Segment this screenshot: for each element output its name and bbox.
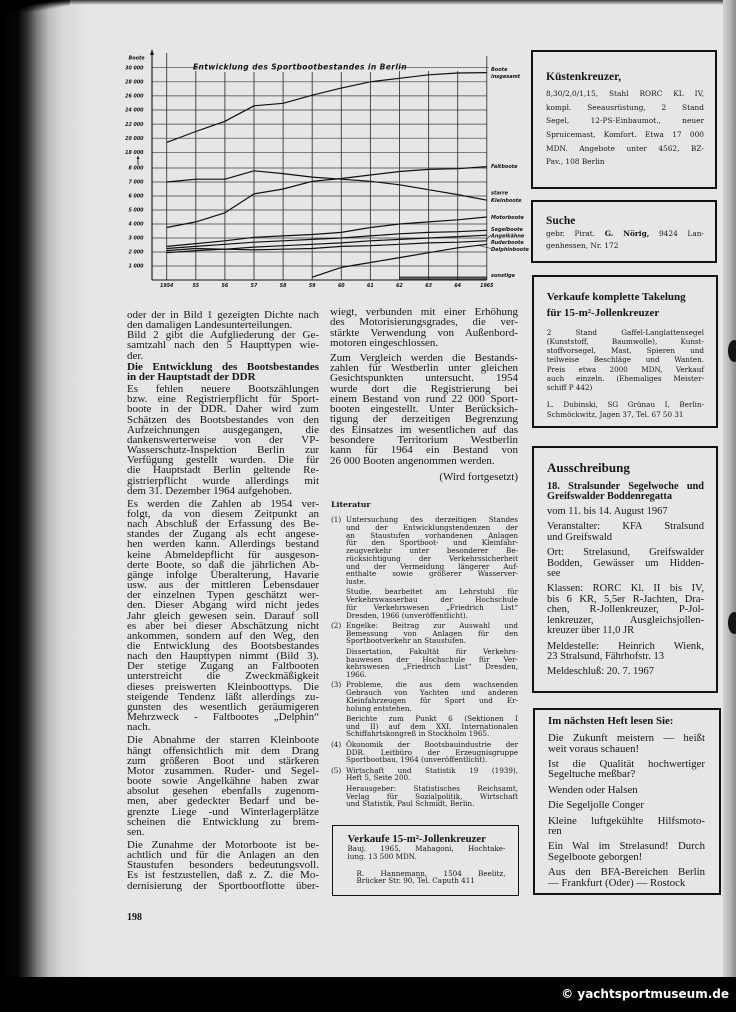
- text-line: Brücker Str. 90, Tel. Caputh 411: [356, 876, 475, 886]
- page-number: 198: [127, 912, 142, 923]
- x-tick-label: 1965: [480, 284, 494, 290]
- text-line: lung. 13 500 MDN.: [347, 852, 417, 862]
- text-line: Kleinfahrzeugen für Sport und Er-: [346, 695, 518, 705]
- paragraph: [127, 330, 319, 360]
- text-line: der einzelnen Typen geschätzt wer-: [127, 589, 319, 602]
- text-line: Kleine luftgekühlte Hilfsmoto-: [548, 814, 705, 827]
- text-line: kann für 1964 ein Bestand von: [330, 444, 518, 457]
- text-line: bauwesen der Hochschule für Ver-: [346, 654, 518, 664]
- text-line: für den Sportboot- und Kleinfahr-: [346, 538, 518, 548]
- classified-ad-kuestenkreuzer: [531, 50, 717, 189]
- text-line: men, aber gedeckter Bedarf und be-: [127, 795, 319, 808]
- text-line: motoren eingeschlossen.: [330, 336, 439, 349]
- series-label: insgesamt: [491, 74, 521, 81]
- next-issue-title: Im nächsten Heft lesen Sie:: [548, 715, 674, 727]
- footer-band: [0, 977, 736, 1012]
- text-line: Die Zukunft meistern — heißt: [548, 732, 705, 745]
- x-tick-label: 55: [192, 284, 200, 290]
- text-line: weit voraus schauen!: [548, 742, 640, 755]
- text-line: Segelboote geborgen!: [548, 850, 643, 863]
- text-line: dieses preiswerten Kleinboottyps. Die: [127, 680, 319, 693]
- paragraph: [127, 735, 319, 837]
- y-tick-label: 28 000: [125, 80, 144, 86]
- text-line: Die Segeljolle Conger: [548, 799, 644, 812]
- text-line: die Entwicklung des Bootsbestandes: [127, 640, 319, 652]
- event-name: [547, 482, 704, 502]
- text-line: und II) auf dem XXI. Internationalen: [346, 721, 518, 731]
- text-line: achtlich und für die Anlagen an den: [127, 849, 319, 862]
- entry-publication: [346, 648, 518, 679]
- series-label: sonstige: [491, 272, 516, 279]
- next-issue-topic: [548, 733, 705, 754]
- text-line: Sportbootverkehr an Staustufen.: [346, 636, 466, 646]
- y-axis-label: Boote: [128, 55, 145, 62]
- text-line: gistrierpflicht wurde allerdings mit: [127, 474, 319, 487]
- entry-text: [346, 681, 518, 738]
- text-line: Veranstalter: KFA Stralsund: [547, 521, 704, 533]
- text-line: Bauj. 1965, Mahagoni, Hochtake-: [347, 844, 506, 853]
- text-line: in der Hauptstadt der DDR: [127, 371, 256, 384]
- y-tick-label: 2 000: [128, 250, 144, 256]
- text-line: Berichte zum Punkt 6 (Sektionen I: [346, 713, 518, 723]
- x-tick-label: 64: [454, 284, 462, 290]
- ad-body: [547, 328, 704, 393]
- series-label: Delphinboote: [491, 246, 529, 253]
- y-axis-arrow-icon: [150, 49, 154, 55]
- classified-ad-jollenkreuzer: [332, 825, 519, 896]
- text-line: gunsten des wesentlich geräumigeren: [127, 700, 319, 713]
- text-line: Es fehlen neuere Bootszählungen: [127, 383, 319, 396]
- text-line: Meldeschluß: 20. 7. 1967: [547, 666, 655, 678]
- next-issue-topic: [548, 841, 705, 862]
- axis-break-arrow-icon: [137, 156, 140, 159]
- announcement-paragraph: [547, 548, 704, 580]
- ad-title: Suche: [546, 214, 576, 227]
- y-tick-label: 5 000: [128, 208, 144, 214]
- next-issue-topics: [548, 733, 705, 888]
- text-line: Studie, bearbeitet am Lehrstuhl für: [346, 587, 518, 597]
- text-line: booten eingestellt. Unter Berücksich-: [330, 403, 518, 416]
- text-line: chen, R-Jollenkreuzer, P-Jol-: [547, 604, 704, 616]
- text-line: wurde dort die Registrierung bei: [330, 382, 518, 395]
- paragraph: [330, 353, 518, 466]
- bold-text: G. Nörig,: [604, 228, 650, 238]
- paragraph: [330, 307, 518, 348]
- text-line: Verlag für Sozialpolitik, Wirtschaft: [346, 791, 518, 801]
- text-line: 8,30/2,0/1,15, Stahl RORC KL IV,: [546, 88, 704, 98]
- ad-contact: [547, 400, 704, 420]
- text-line: kehrswesen „Friedrich List“ Dresden,: [346, 662, 518, 672]
- text-line: — Frankfurt (Oder) — Rostock: [548, 876, 686, 889]
- entry-text: [346, 516, 518, 619]
- text-line: MDN. Angebote unter 4562, BZ-: [546, 143, 704, 153]
- paragraph: [127, 384, 319, 496]
- announcement-details: [547, 507, 704, 678]
- text-line: unterstreicht die Zweckmäßigkeit: [127, 670, 319, 683]
- text-line: Verkaufe komplette Takelung: [546, 291, 686, 304]
- text-line: lenkreuzer, Ausgleichsjollen-: [547, 614, 704, 626]
- text-line: Die Zunahme der Motorboote ist be-: [127, 838, 319, 851]
- entry-number: (5): [331, 765, 342, 775]
- announcement-paragraph: [547, 667, 704, 678]
- text-line: Ökonomik der Bootsbauindustrie der: [346, 739, 518, 749]
- y-tick-label: 30 000: [125, 66, 144, 72]
- ad-body: [348, 845, 506, 862]
- entry-text: [346, 622, 518, 679]
- text-line: rücksichtigung der Verkehrssicherheit: [346, 553, 518, 563]
- entry-number: (1): [331, 515, 342, 524]
- ad-body: [546, 228, 704, 252]
- text-line: nach.: [127, 721, 151, 734]
- text-line: Ort: Strelasund, Greifswalder: [547, 547, 704, 559]
- text-line: zum größeren Boot und stärkeren: [127, 754, 319, 767]
- text-line: Es ist festzustellen, daß z. Z. die Mo-: [127, 869, 319, 882]
- text-line: kompl. Seeausrüstung, 2 Stand: [546, 102, 704, 112]
- x-tick-label: 1954: [160, 284, 174, 290]
- entry-text: [346, 741, 518, 764]
- text-line: keine Abmeldepflicht für ausgeson-: [127, 548, 319, 561]
- chart-title: Entwicklung des Sportbootbestandes in Berlin: [193, 62, 407, 72]
- entry-text: [346, 767, 518, 808]
- text-line: boote in der DDR. Daher wird zum: [127, 403, 319, 416]
- text-line: auch einzeln. (Ehemaliges Meister-: [546, 373, 704, 383]
- text-line: Gebrauch von Yachten und anderen: [346, 688, 518, 698]
- text-line: ren: [548, 824, 562, 837]
- text-line: hängt offensichtlich mit dem Drang: [127, 744, 319, 757]
- y-tick-label: 6 000: [128, 194, 144, 200]
- text-line: standes der Zugang als echt angese-: [127, 528, 319, 541]
- text-line: R. Hannemann, 1504 Beelitz,: [356, 868, 506, 878]
- text-line: dernisierung der Sportbootflotte über-: [127, 879, 319, 892]
- text-line: 18. Stralsunder Segelwoche und: [547, 480, 704, 492]
- series-label: Angelkähne: [491, 233, 525, 240]
- text-line: nach den Haupttypen nimmt (Bild 3).: [127, 650, 319, 663]
- text-line: nach Abschluß der Erfassung des Be-: [127, 518, 319, 531]
- text-line: den damaligen Landesunterteilungen.: [127, 319, 293, 332]
- text-segment: gebr. Pirat.: [546, 228, 605, 238]
- next-issue-topic: [548, 816, 705, 837]
- copyright-watermark: © yachtsportmuseum.de: [561, 987, 729, 1001]
- text-line: ankommen, sondern auf den Weg, den: [127, 629, 319, 642]
- y-tick-label: 1 000: [128, 264, 144, 270]
- text-line: Schiffahrtskongreß in Stockholm 1965.: [346, 729, 490, 739]
- article-column-left: [127, 310, 319, 891]
- text-line: Spruicemast, Komfort. Etwa 17 000: [546, 130, 704, 139]
- text-line: für Verkehrswesen „Friedrich List“: [346, 602, 518, 612]
- text-line: Untersuchung des derzeitigen Standes: [346, 515, 518, 524]
- text-line: enthalte sowie größerer Wasserver-: [346, 569, 518, 579]
- text-line: Die Abnahme der starren Kleinboote: [127, 734, 319, 747]
- series-label: Ruderboote: [491, 239, 524, 246]
- text-line: Meldestelle: Heinrich Wienk,: [547, 640, 704, 652]
- text-line: usw. aus der mittleren Lebensdauer: [127, 579, 319, 592]
- text-line: des Einsatzes im wesentlichen auf das: [330, 423, 518, 436]
- text-segment: 9424 Lan-: [649, 228, 704, 238]
- text-line: folgt, da von diesem Zeitpunkt an: [127, 507, 319, 520]
- next-issue-topic: [548, 759, 705, 780]
- text-line: genhessen, Nr. 172: [546, 240, 619, 250]
- text-line: und der Vermeidung längerer Auf-: [346, 561, 518, 571]
- announcement-paragraph: [547, 507, 704, 518]
- y-tick-label: 24 000: [125, 108, 144, 114]
- text-line: derte Boote, so daß die jährlichen Ab-: [127, 558, 319, 571]
- series-label: Segelboote: [491, 226, 523, 233]
- text-line: Ist die Qualität hochwertiger: [548, 757, 705, 770]
- text-line: stoffvorsegel, Mast, Spieren und: [546, 346, 704, 356]
- text-line: Es werden die Zahlen ab 1954 ver-: [127, 497, 319, 510]
- text-line: holung entstehen.: [346, 703, 412, 713]
- text-line: tigung der derzeitigen Begrenzung: [330, 413, 518, 426]
- text-line: Pav., 108 Berlin: [546, 157, 605, 167]
- text-line: absolut gesehen ebenfalls zugenom-: [127, 785, 319, 798]
- text-line: L. Dubinski, SG Grünau I, Berlin-: [546, 400, 704, 410]
- text-line: [546, 228, 704, 240]
- text-line: Gesichtspunkten untersucht. 1954: [330, 372, 518, 385]
- series-label: Motorboote: [491, 214, 524, 221]
- y-tick-label: 26 000: [125, 94, 144, 100]
- text-line: Schmöckwitz, Jagen 37, Tel. 67 50 31: [546, 410, 684, 420]
- text-line: Heft 5, Seite 200.: [346, 773, 411, 783]
- text-line: bis 6 KR, 5,5er R-Jachten, Dra-: [547, 593, 704, 605]
- text-line: an Staustufen vorhandenen Anlagen: [346, 530, 518, 540]
- text-line: Ein Wal im Strelasund! Durch: [548, 840, 705, 853]
- ad-title: Verkaufe 15-m²-Jollenkreuzer: [347, 833, 486, 845]
- text-line: gänge infolge Überalterung, Havarie: [127, 568, 319, 581]
- classified-ad-suche: [531, 200, 717, 263]
- text-line: 23 Stralsund, Fährhofstr. 13: [547, 651, 664, 663]
- next-issue-topic: [548, 800, 705, 810]
- text-line: und Statistik, Paul Schmidt, Berlin.: [346, 799, 475, 809]
- x-tick-label: 60: [337, 284, 345, 290]
- text-line: Die Entwicklung des Bootsbestandes: [127, 361, 319, 374]
- text-line: bzw. eine Registrierpflicht für Sport-: [127, 393, 319, 406]
- text-line: boote sowie Angelkähne haben zwar: [127, 775, 319, 788]
- text-line: Zum Vergleich werden die Bestands-: [330, 351, 518, 364]
- text-line: Wirtschaft und Statistik 19 (1939),: [346, 765, 518, 775]
- literature-entry: [331, 516, 518, 619]
- literature-heading: Literatur: [331, 500, 371, 509]
- x-tick-label: 63: [425, 284, 432, 290]
- entry-number: (2): [331, 620, 342, 630]
- text-line: see: [547, 568, 561, 580]
- ad-body: [546, 87, 704, 169]
- text-line: 1966.: [346, 670, 367, 680]
- announcement-paragraph: [547, 522, 704, 543]
- text-line: Segel, 12-PS-Einbaumot., neuer: [546, 116, 704, 126]
- text-line: (Kunststoff, Baumwolle), Kunst-: [546, 336, 704, 346]
- text-line: und Greifswald: [547, 531, 613, 543]
- leader-line: [479, 246, 491, 249]
- series-label: Faltboote: [491, 163, 518, 170]
- x-tick-label: 61: [367, 284, 374, 290]
- text-line: Bemessung von Anlagen für den: [346, 628, 518, 638]
- text-line: Verkehrswasserbau der Hochschule: [346, 595, 518, 605]
- ad-title: Küstenkreuzer,: [546, 71, 622, 83]
- text-line: Greifswalder Boddenregatta: [547, 490, 672, 502]
- text-line: Der stetige Zugang an Faltbooten: [127, 660, 319, 673]
- text-line: Probleme, die aus dem wachsenden: [346, 680, 518, 690]
- series-line-boote-insgesamt: [167, 73, 487, 143]
- text-line: Sportbootbau, 1964 (unveröffentlicht).: [346, 755, 488, 765]
- text-line: wiegt, verbunden mit einer Erhöhung: [330, 306, 518, 318]
- text-line: Verfügung gestellt wurden. Die für: [127, 454, 319, 467]
- x-tick-label: 57: [250, 284, 258, 290]
- text-line: steigende Tendenz läßt allerdings zu-: [127, 690, 319, 703]
- text-line: oder der in Bild 1 gezeigten Dichte nach: [127, 309, 319, 321]
- text-line: Wasserschutz-Inspektion Berlin zur: [127, 444, 319, 457]
- literature-list: [331, 516, 518, 808]
- text-line: vom 11. bis 14. August 1967: [547, 505, 668, 517]
- series-label: Boote: [491, 66, 508, 73]
- text-line: den. Dieser Abgang wird nicht jedes: [127, 599, 319, 612]
- next-issue-topic: [548, 785, 705, 795]
- literature-entry: [331, 681, 518, 738]
- text-line: Wenden oder Halsen: [548, 783, 638, 796]
- text-line: besondere Territorium Westberlin: [330, 434, 518, 447]
- text-line: hen werden kann. Allerdings bestand: [127, 538, 319, 551]
- text-line: der.: [127, 349, 144, 362]
- y-tick-label: 22 000: [125, 122, 144, 128]
- text-line: kreuzer über 11,0 JR: [547, 625, 635, 637]
- text-line: Preis etwa 2000 MDN, Verkauf: [546, 364, 704, 374]
- series-label: Kleinboote: [491, 197, 522, 204]
- y-tick-label: 3 000: [128, 236, 144, 242]
- text-line: Engelke: Beitrag zur Auswahl und: [346, 620, 518, 630]
- text-line: Bild 2 gibt die Aufgliederung der Ge-: [127, 329, 319, 342]
- text-line: 2 Stand Gaffel-Langlattensegel: [546, 327, 704, 337]
- paragraph: [127, 310, 319, 330]
- next-issue-preview: [533, 708, 721, 895]
- text-line: grenzte Liege -und Winterlagerplätze: [127, 805, 319, 818]
- article-column-middle: [330, 307, 518, 482]
- text-line: Jahr gleich gewesen sein. Darauf soll: [127, 609, 319, 622]
- literature-entry: [331, 622, 518, 679]
- text-line: samtzahl nach den 5 Haupttypen wie-: [127, 339, 319, 352]
- series-label: starre: [491, 190, 509, 197]
- binding-hole: [728, 612, 736, 634]
- text-line: Segeltuche meßbar?: [548, 768, 636, 781]
- y-tick-label: 8 000: [128, 166, 144, 172]
- announcement-paragraph: [547, 584, 704, 637]
- paragraph: [127, 840, 319, 891]
- literature-entry: [331, 741, 518, 764]
- text-line: 26 000 Booten angenommen werden.: [330, 454, 495, 467]
- text-line: sen.: [127, 825, 145, 838]
- text-line: Staustufen besonders bedeutungsvoll.: [127, 859, 319, 872]
- entry-number: (3): [331, 680, 342, 690]
- text-line: Mehrzweck - Faltbootes „Delphin“: [127, 711, 319, 724]
- paragraph: [127, 499, 319, 733]
- text-line: Dresden, 1966 (unveröffentlicht).: [346, 610, 469, 620]
- text-line: scheinen die Entwicklung zu brem-: [127, 815, 319, 828]
- text-line: zeugverkehr unter besonderer Be-: [346, 546, 518, 555]
- y-tick-label: 18 000: [125, 151, 144, 156]
- text-line: Motor zusammen. Ruder- und Segel-: [127, 764, 319, 777]
- entry-publication: [346, 588, 518, 619]
- text-line: dem 31. Dezember 1964 aufgehoben.: [127, 484, 292, 497]
- y-tick-label: 4 000: [128, 222, 144, 228]
- announcement-title: Ausschreibung: [547, 460, 630, 476]
- text-line: schiff P 442): [546, 383, 593, 393]
- text-line: Schätzen des Bootsbestandes von den: [127, 413, 319, 426]
- literature-entry: [331, 767, 518, 808]
- text-line: die Hauptstadt Berlin geltende Re-: [127, 464, 319, 477]
- regatta-announcement: [532, 446, 718, 693]
- text-line: für 15-m²-Jollenkreuzer: [546, 307, 660, 320]
- text-line: Aus den BFA-Bereichen Berlin: [548, 866, 705, 879]
- text-line: einem Bestand von rund 22 000 Sport-: [330, 392, 518, 405]
- x-tick-label: 59: [308, 284, 316, 290]
- x-tick-label: 62: [396, 284, 403, 290]
- announcement-paragraph: [547, 642, 704, 663]
- y-tick-label: 7 000: [128, 180, 144, 186]
- text-line: es aber bei dieser Abschätzung nicht: [127, 619, 319, 632]
- x-tick-label: 58: [279, 284, 287, 290]
- text-line: Herausgeber: Statistisches Reichsamt,: [346, 783, 518, 793]
- ad-contact: [348, 870, 506, 885]
- binding-hole: [728, 340, 736, 362]
- ad-title: [547, 289, 704, 321]
- series-line-faltboote: [167, 167, 487, 228]
- y-tick-label: 20 000: [125, 136, 144, 142]
- entry-publication: [346, 785, 518, 808]
- continued-note: (Wird fortgesetzt): [439, 470, 518, 483]
- text-line: und der Entwicklungstendenzen der: [346, 522, 518, 532]
- entry-number: (4): [331, 739, 342, 749]
- entry-publication: [346, 715, 518, 738]
- next-issue-topic: [548, 867, 705, 888]
- text-line: des Motorisierungsgrades, die ver-: [330, 316, 518, 329]
- text-line: Klassen: RORC Kl. II bis IV,: [547, 583, 704, 595]
- section-heading: [127, 362, 319, 382]
- text-line: stärkte Verwendung von Außenbord-: [330, 326, 518, 339]
- text-line: DDR. Leitbüro der Erzeugnisgruppe: [346, 747, 518, 757]
- text-line: zahlen für Westberlin unter gleichen: [330, 361, 518, 374]
- x-tick-label: 56: [221, 284, 229, 290]
- text-line: Dissertation, Fakultät für Verkehrs-: [346, 646, 518, 656]
- text-line: luste.: [346, 577, 367, 586]
- text-line: teilweise Beschläge und Wanten.: [546, 355, 704, 365]
- text-line: dankenswerterweise von der VP-: [127, 433, 319, 446]
- classified-ad-takelung: [532, 275, 718, 428]
- text-line: Bodden, Gewässer um Hidden-: [547, 557, 704, 569]
- text-line: Aufzeichnungen ausgegangen, die: [127, 423, 319, 436]
